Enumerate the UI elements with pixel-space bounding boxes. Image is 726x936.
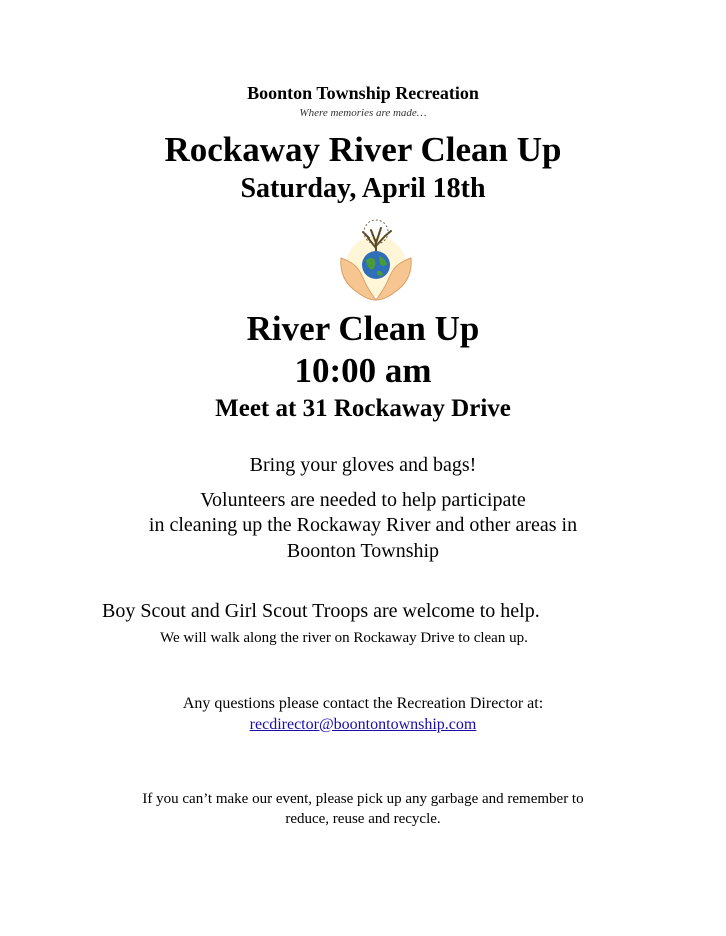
earth-tree-hands-icon bbox=[333, 218, 419, 308]
volunteers-line: in cleaning up the Rockaway River and other areas in bbox=[148, 514, 578, 536]
volunteers-line: Boonton Township bbox=[286, 540, 440, 562]
meeting-place: Meet at 31 Rockaway Drive bbox=[215, 395, 511, 422]
contact-prompt: Any questions please contact the Recreation Director at: bbox=[182, 695, 544, 712]
scouts-notice: Boy Scout and Girl Scout Troops are welcome to help. bbox=[102, 600, 540, 622]
bring-notice: Bring your gloves and bags! bbox=[249, 454, 477, 476]
footer-line: reduce, reuse and recycle. bbox=[285, 811, 441, 827]
tagline: Where memories are made… bbox=[299, 107, 427, 119]
organization-name: Boonton Township Recreation bbox=[247, 83, 479, 103]
volunteers-line: Volunteers are needed to help participate bbox=[200, 489, 526, 511]
footer-line: If you can’t make our event, please pick up any garbage and remember to bbox=[142, 791, 584, 807]
contact-email-row bbox=[0, 716, 726, 734]
event-title: Rockaway River Clean Up bbox=[164, 130, 562, 169]
event-time: 10:00 am bbox=[294, 351, 432, 390]
activity-title: River Clean Up bbox=[246, 309, 480, 348]
walk-notice: We will walk along the river on Rockaway Drive to clean up. bbox=[160, 630, 528, 646]
contact-email-link[interactable]: recdirector@boontontownship.com bbox=[249, 716, 477, 733]
event-date: Saturday, April 18th bbox=[240, 173, 486, 204]
